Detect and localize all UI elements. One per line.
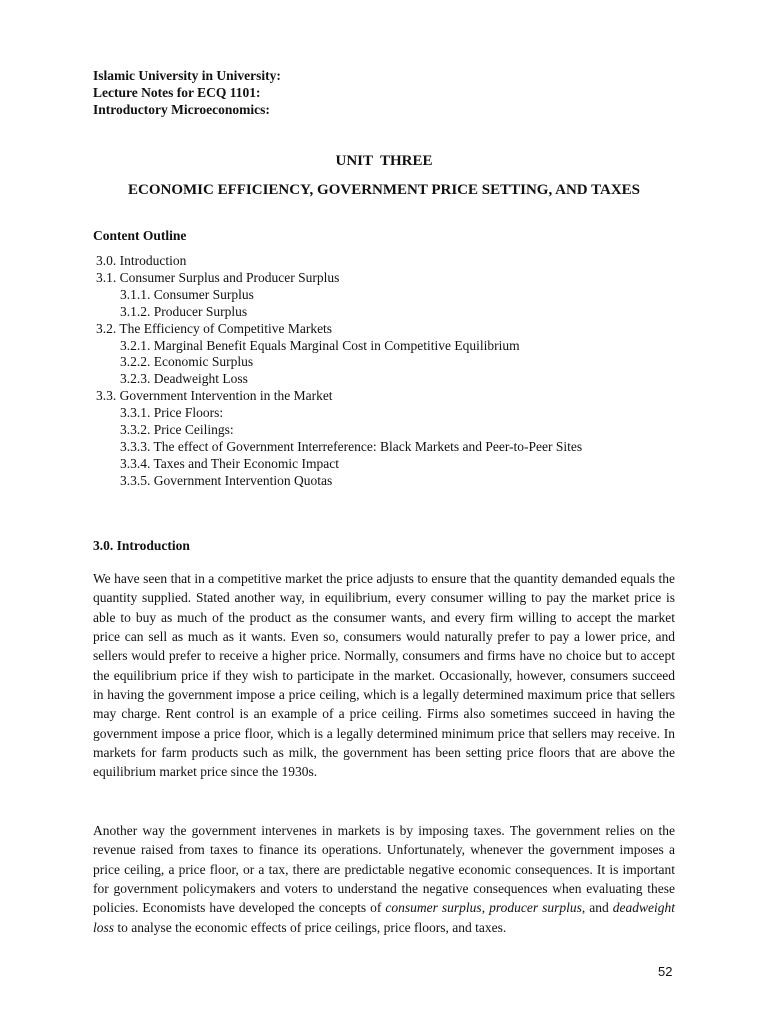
content-outline-heading: Content Outline <box>93 228 187 243</box>
section-heading: 3.0. Introduction <box>93 538 190 553</box>
course-header <box>93 67 281 118</box>
page-number: 52 <box>658 964 673 979</box>
toc-item: 3.0. Introduction <box>96 253 187 268</box>
paragraph-text: Another way the government intervenes in markets is by imposing taxes. The government relies on the revenue raised from taxes to finance its operations. Unfortunately, whenever the government imposes a price ceiling, a price floor, or a tax, there are predictable negative economic consequences. It is important for government policymakers and voters to understand the negative consequences when evaluating these policies. Economists have developed the concepts of <box>93 823 675 916</box>
toc-item: 3.1.1. Consumer Surplus <box>120 286 254 302</box>
paragraph-text: to analyse the economic effects of price ceilings, price floors, and taxes. <box>114 919 507 935</box>
toc-item: 3.3.4. Taxes and Their Economic Impact <box>120 455 339 471</box>
toc-item: 3.3.1. Price Floors: <box>120 405 224 421</box>
toc-item: 3.2.3. Deadweight Loss <box>120 371 248 387</box>
header-university: Islamic University in University: <box>93 68 281 83</box>
chapter-title: ECONOMIC EFFICIENCY, GOVERNMENT PRICE SETTING, AND TAXES <box>127 182 641 198</box>
toc-item: 3.3.5. Government Intervention Quotas <box>120 472 333 488</box>
term-deadweight-loss: deadweight loss <box>93 900 676 935</box>
header-course: Lecture Notes for ECQ 1101: <box>93 85 261 100</box>
intro-paragraph-1: We have seen that in a competitive market the price adjusts to ensure that the quantity demanded equals the quantity supplied. Stated another way, in equilibrium, every consumer willing to pay the market price is able to buy as much of the product as the consumer wants, and every firm willing to accept the market price can sell as much as it wants. Even so, consumers would naturally prefer to pay a lower price, and sellers would prefer to receive a higher price. Normally, consumers and firms have no choice but to accept the equilibrium price if they wish to participate in the market. Occasionally, however, consumers succeed in having the government impose a price ceiling, which is a legally determined maximum price that sellers may charge. Rent control is an example of a price ceiling. Firms also sometimes succeed in having the government impose a price floor, which is a legally determined minimum price that sellers may receive. In markets for farm products such as milk, the government has been setting price floors that are above the equilibrium market price since the 1930s. <box>93 571 675 780</box>
separator: , <box>481 900 490 916</box>
toc-item: 3.1. Consumer Surplus and Producer Surplus <box>96 269 340 285</box>
toc-item: 3.3. Government Intervention in the Market <box>96 388 333 404</box>
header-subject: Introductory Microeconomics: <box>93 102 270 117</box>
toc-item: 3.1.2. Producer Surplus <box>120 303 248 319</box>
unit-title: UNIT THREE <box>335 153 433 169</box>
toc-item: 3.2.2. Economic Surplus <box>120 354 254 370</box>
term-producer-surplus: producer surplus <box>489 900 582 916</box>
toc-item: 3.3.2. Price Ceilings: <box>120 422 234 438</box>
toc-item: 3.2.1. Marginal Benefit Equals Marginal Cost in Competitive Equilibrium <box>120 337 520 353</box>
toc-item: 3.3.3. The effect of Government Interreference: Black Markets and Peer-to-Peer Sites <box>120 438 583 454</box>
content-outline-list <box>93 253 693 490</box>
term-consumer-surplus: consumer surplus <box>385 900 482 916</box>
toc-item: 3.2. The Efficiency of Competitive Markets <box>96 320 333 336</box>
intro-paragraph-2 <box>93 821 675 937</box>
separator: , and <box>581 900 613 916</box>
